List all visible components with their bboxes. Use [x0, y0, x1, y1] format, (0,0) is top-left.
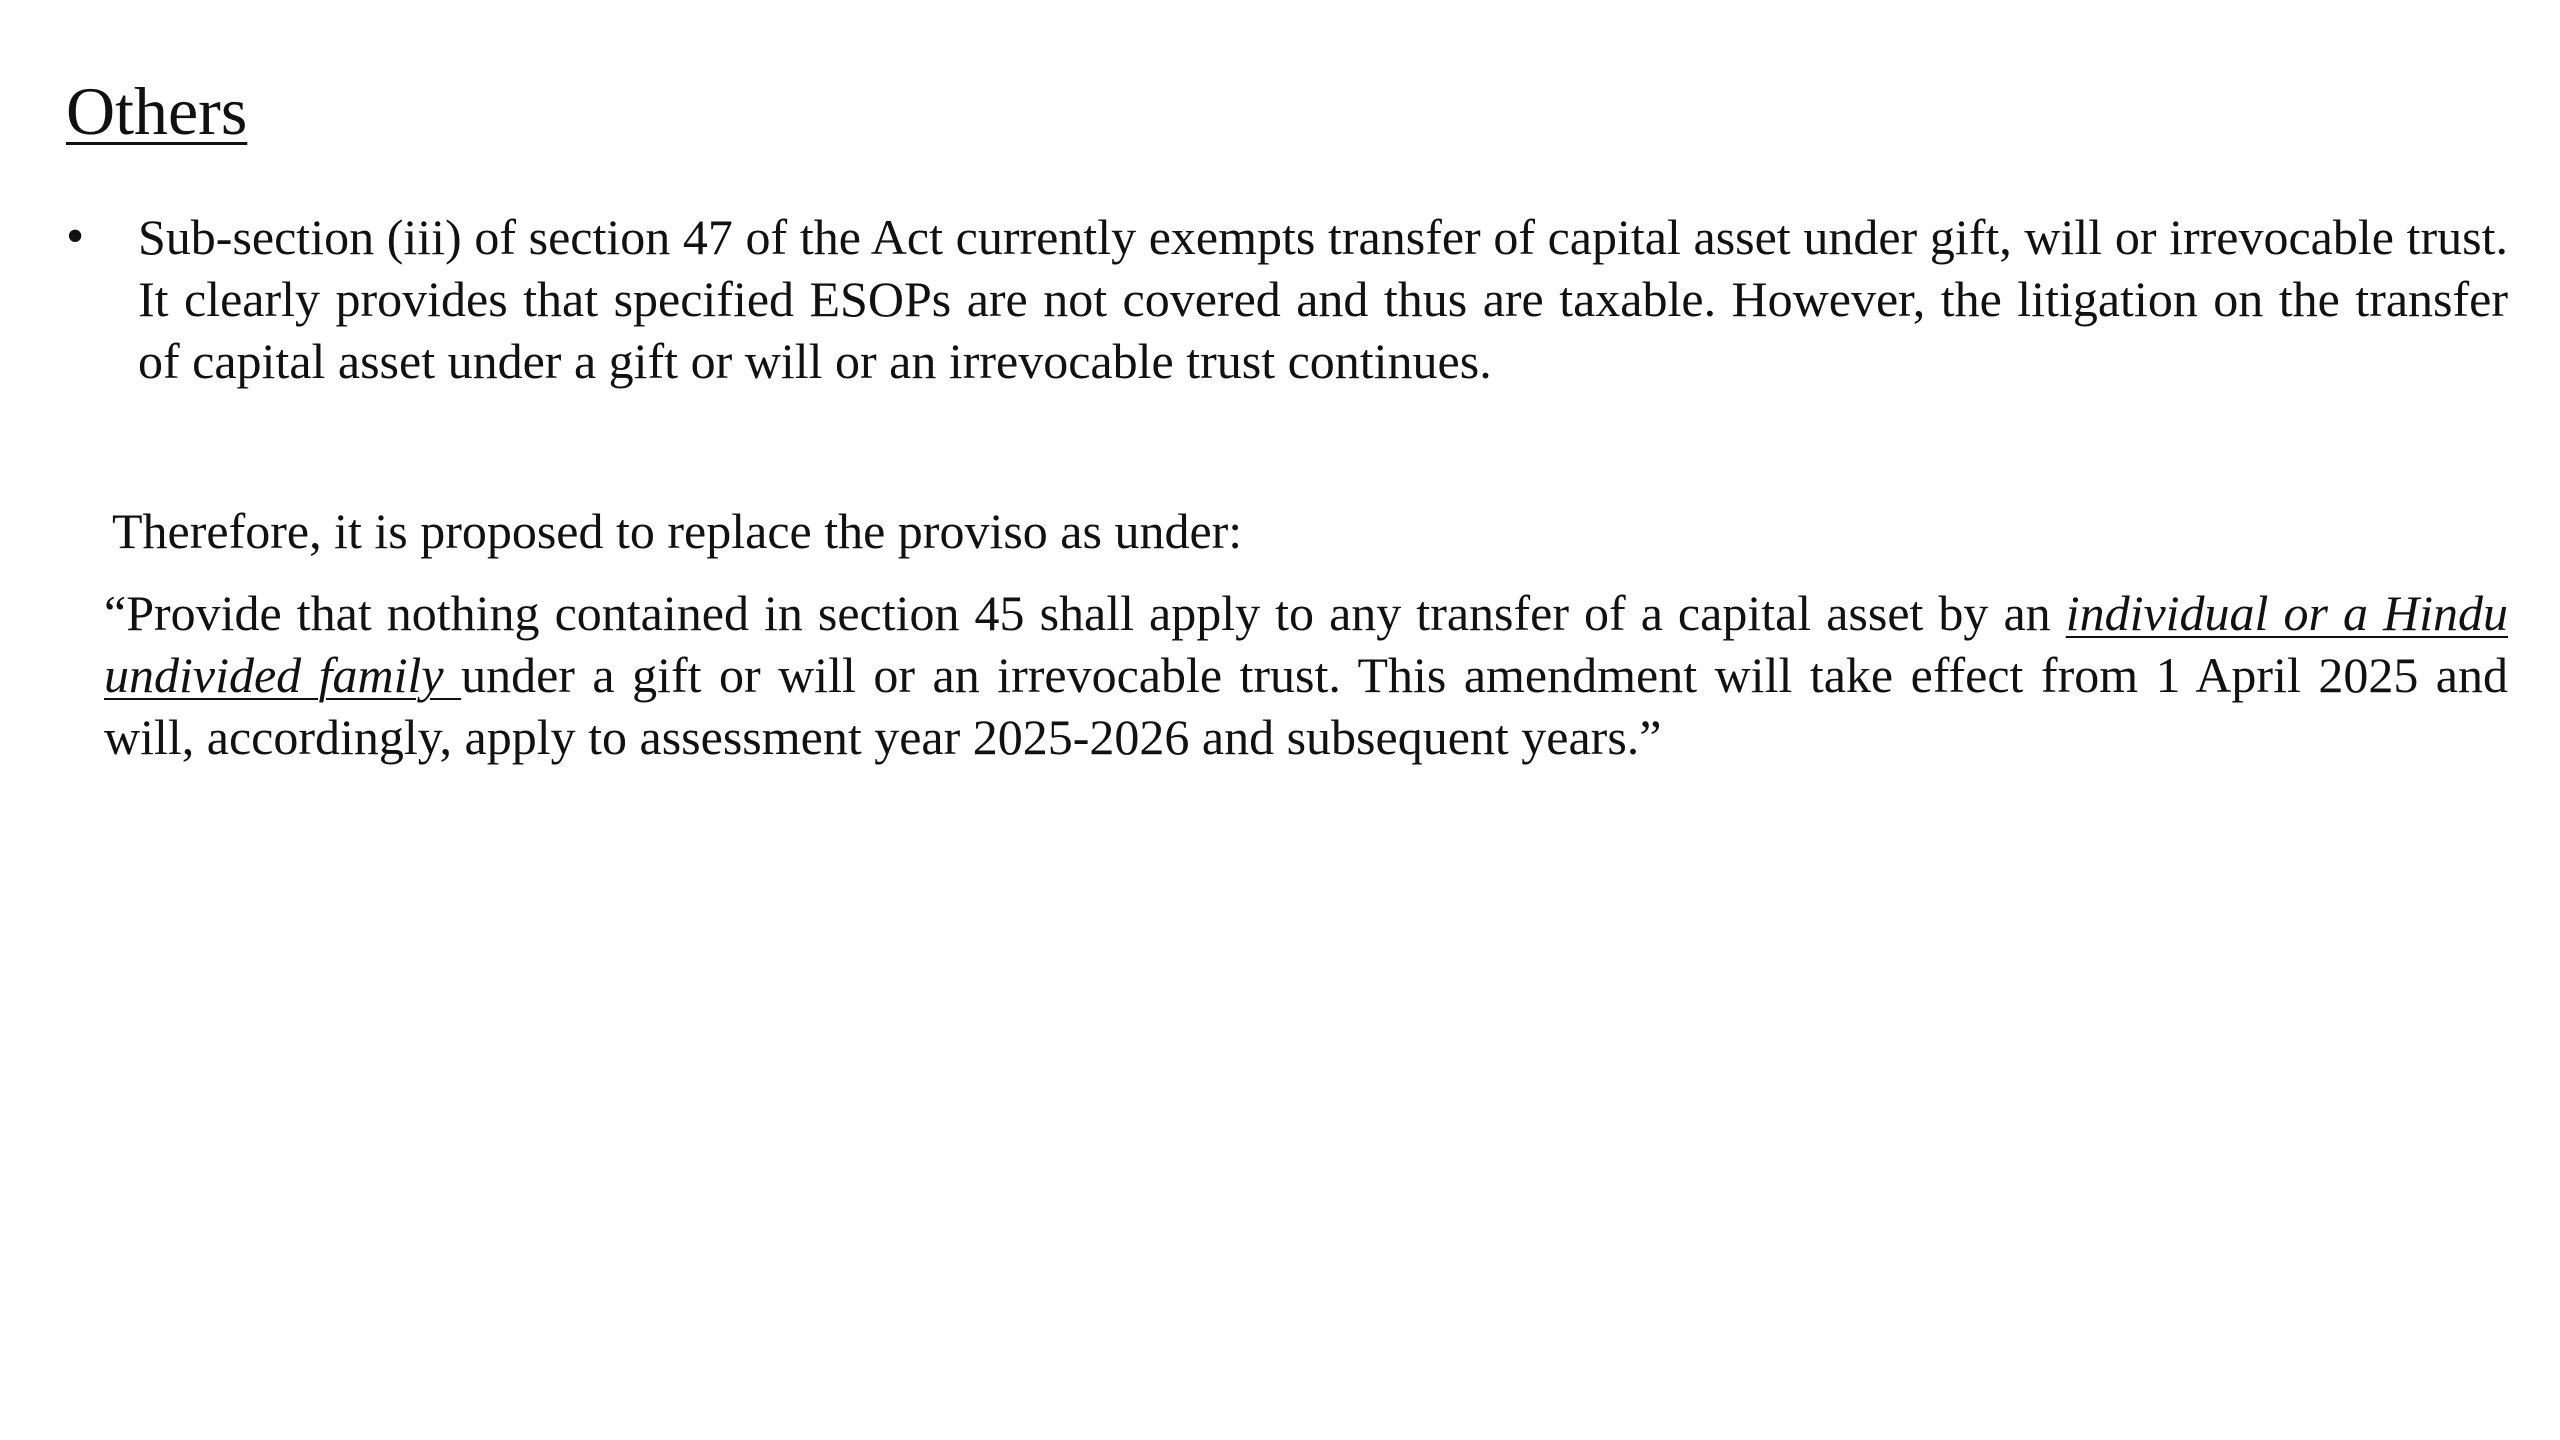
quote-text-after: under a gift or will or an irrevocable trust. This amendment will take effect from 1 April 2025 and will, accordingly, apply to assessment year 2025-2026 and subsequent years.”	[104, 647, 2508, 765]
bullet-icon: •	[66, 208, 85, 265]
quote-text-before: “Provide that nothing contained in section 45 shall apply to any transfer of a capital asset by an	[104, 585, 2066, 641]
quote-emphasis: individual or a Hindu undivided family	[104, 585, 2508, 703]
section-heading: Others	[66, 73, 248, 149]
bullet-item	[66, 206, 2508, 392]
proposal-lead-in: Therefore, it is proposed to replace the proviso as under:	[112, 503, 1243, 559]
bullet-text: Sub-section (iii) of section 47 of the Act currently exempts transfer of capital asset under gift, will or irrevocable trust. It clearly provides that specified ESOPs are not covered and thus are taxable. However, the litigation on the transfer of capital asset under a gift or will or an irrevocable trust continues.	[138, 209, 2508, 389]
proposal-quote	[104, 582, 2508, 768]
